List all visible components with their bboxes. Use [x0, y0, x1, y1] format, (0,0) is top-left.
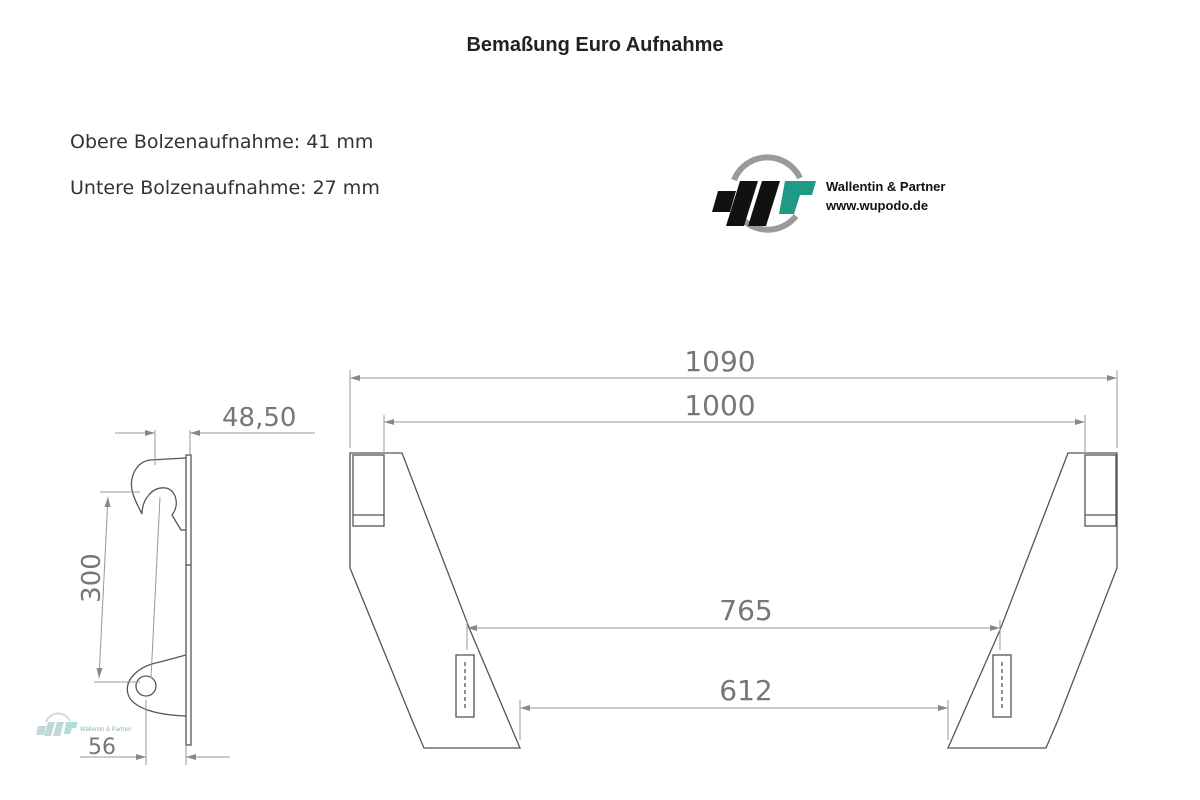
brand-logo-icon: [712, 157, 816, 229]
page-title: Bemaßung Euro Aufnahme: [466, 34, 724, 56]
brand-url: www.wupodo.de: [826, 198, 929, 213]
lower-pin-spacing-label: 612: [719, 674, 773, 707]
watermark-logo-icon: [36, 713, 78, 736]
watermark-name: Wallentin & Partner: [80, 727, 132, 733]
side-bottom-label: 56: [88, 735, 116, 760]
side-dimension-lines: [80, 430, 315, 765]
upper-pin-spacing-label: 1000: [684, 389, 756, 422]
side-depth-label: 48,50: [222, 403, 297, 433]
front-view-left-plate: [350, 453, 520, 748]
upper-bolt-spec: Obere Bolzenaufnahme: 41 mm: [70, 131, 374, 153]
brand-name: Wallentin & Partner: [826, 179, 946, 194]
front-view-right-plate: [948, 453, 1117, 748]
lower-width-label: 765: [719, 594, 773, 627]
side-height-label: 300: [77, 553, 107, 603]
overall-width-label: 1090: [684, 345, 756, 378]
side-view: [127, 455, 191, 745]
lower-bolt-spec: Untere Bolzenaufnahme: 27 mm: [70, 177, 380, 199]
